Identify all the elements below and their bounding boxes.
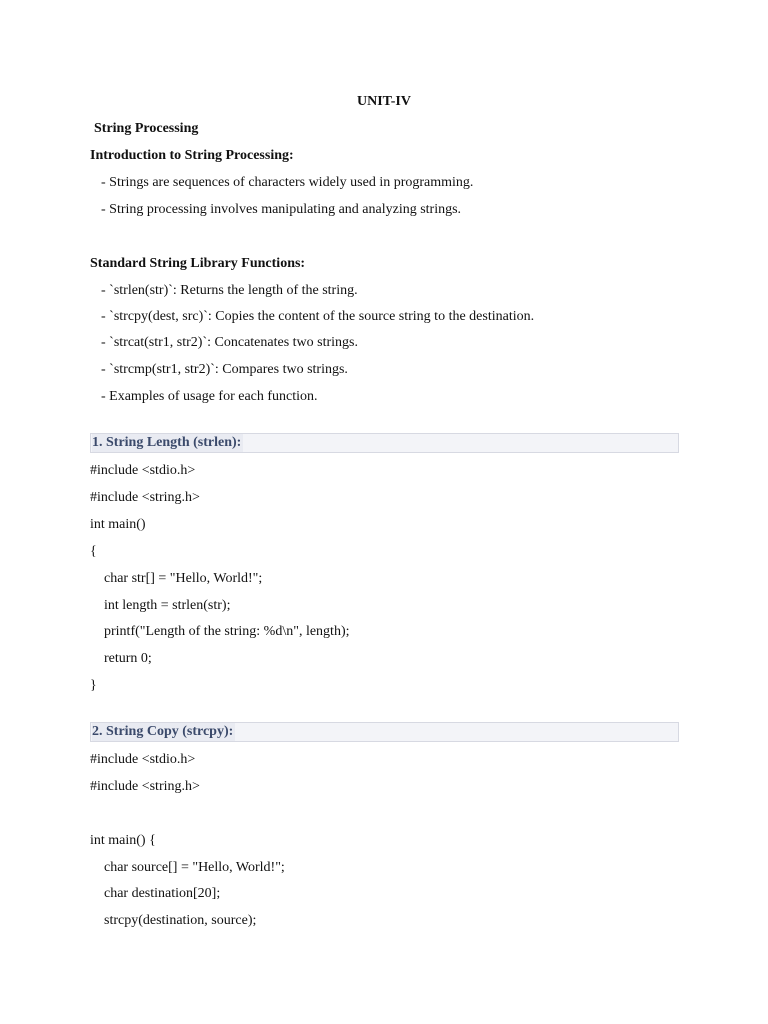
code-line: } bbox=[90, 678, 97, 693]
unit-title: UNIT-IV bbox=[357, 94, 411, 109]
library-heading: Standard String Library Functions: bbox=[90, 256, 306, 271]
intro-point: - Strings are sequences of characters widely used in programming. bbox=[101, 175, 474, 190]
code-line: { bbox=[90, 544, 97, 559]
code-line: #include <stdio.h> bbox=[90, 463, 196, 478]
code-line: char destination[20]; bbox=[90, 886, 221, 901]
intro-heading: Introduction to String Processing: bbox=[90, 148, 294, 163]
code-line: printf("Length of the string: %d\n", length); bbox=[90, 624, 350, 639]
section-heading-bar bbox=[90, 722, 679, 742]
library-point: - `strcmp(str1, str2)`: Compares two strings. bbox=[101, 362, 348, 377]
section-heading: 1. String Length (strlen): bbox=[92, 435, 242, 450]
intro-point: - String processing involves manipulating and analyzing strings. bbox=[101, 202, 462, 217]
code-line: #include <string.h> bbox=[90, 490, 200, 505]
library-point: - `strcpy(dest, src)`: Copies the content of the source string to the destination. bbox=[101, 309, 535, 324]
subtitle: String Processing bbox=[94, 121, 199, 136]
code-line: #include <stdio.h> bbox=[90, 752, 196, 767]
library-point: - `strcat(str1, str2)`: Concatenates two strings. bbox=[101, 335, 358, 350]
library-point: - Examples of usage for each function. bbox=[101, 389, 318, 404]
library-point: - `strlen(str)`: Returns the length of the string. bbox=[101, 283, 358, 298]
code-line: #include <string.h> bbox=[90, 779, 200, 794]
code-line: int length = strlen(str); bbox=[90, 598, 231, 613]
code-line: int main() bbox=[90, 517, 146, 532]
section-heading-bar bbox=[90, 433, 679, 453]
code-line: char source[] = "Hello, World!"; bbox=[90, 860, 285, 875]
code-line: int main() { bbox=[90, 833, 156, 848]
section-heading: 2. String Copy (strcpy): bbox=[92, 724, 234, 739]
code-line: strcpy(destination, source); bbox=[90, 913, 257, 928]
code-line: char str[] = "Hello, World!"; bbox=[90, 571, 263, 586]
code-line: return 0; bbox=[90, 651, 152, 666]
